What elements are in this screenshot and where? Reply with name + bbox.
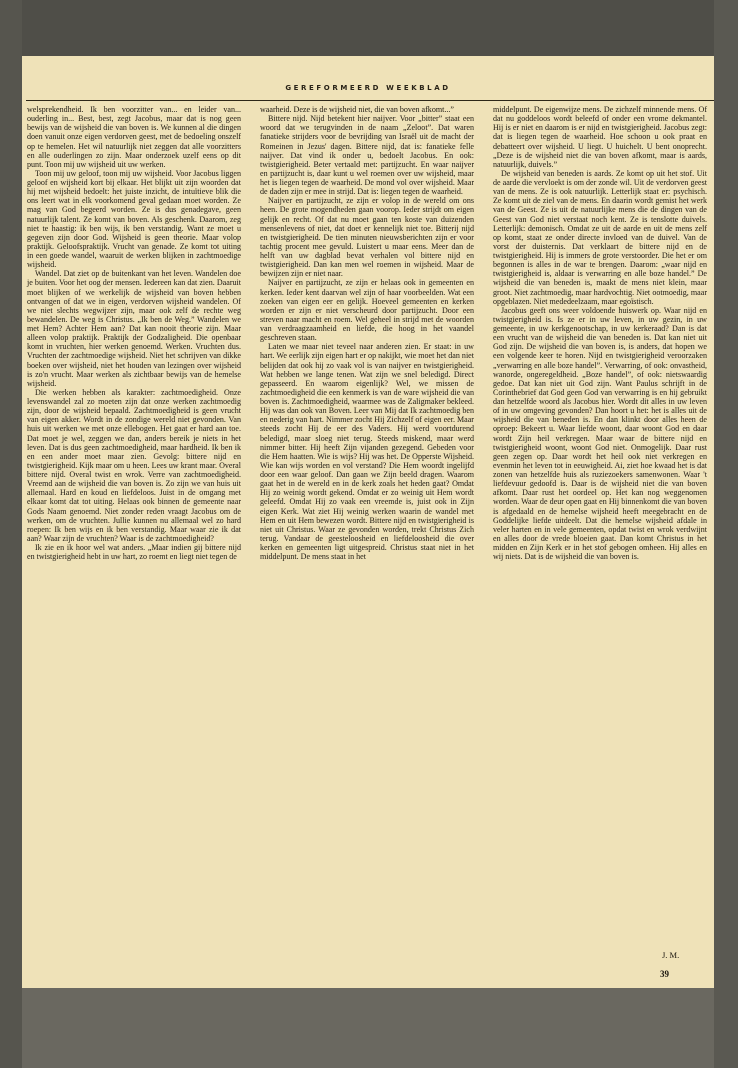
scan-border-left bbox=[0, 0, 22, 1068]
scan-border-right bbox=[714, 0, 738, 1068]
document-page bbox=[22, 56, 714, 988]
paragraph: middelpunt. De eigenwijze mens. De zichzelf minnende mens. Of dat nu goddeloos wordt beleefd of onder een vrome dekmantel. Hij is er niet en daarom is er nijd en twistgierigheid. Jacobus zegt: dat is liegen tegen de waarheid. Hoe schoon u ook praat en debatteert over wijsheid. U liegt. U huichelt. U bent onoprecht. „Deze is de wijsheid niet die van boven afkomt, maar is aards, natuurlijk, duivels.” bbox=[493, 105, 707, 169]
paragraph: welsprekendheid. Ik ben voorzitter van... en leider van... ouderling in... Best, best, zegt Jacobus, maar dat is nog geen bewijs van de wijsheid die van boven is. We kunnen al die dingen doen vanuit onze eigen verdorven geest, met de bedoeling onszelf op te hemelen. Het wil natuurlijk niet zeggen dat alle voorzitters en alle ouderlingen zo zijn. Maar onderzoek uzelf eens op dit punt. Toon mij uw wijsheid uit uw werken. bbox=[27, 105, 241, 169]
paragraph: Naijver en partijzucht, ze zijn er volop in de wereld om ons heen. De grote mogendheden gaan voorop. Ieder strijdt om eigen gelijk en recht. Of dat nu moet gaan ten koste van duizenden mensenlevens of niet, dat doet er kennelijk niet toe. Bitterij nijd en twistgierigheid. De tien minuten nieuwsberichten zijn er voor tachtig procent mee gevuld. Luistert u maar eens. Meer dan de helft van uw dagblad bevat verhalen vol bittere nijd en twistgierigheid. Dan kan men wel roemen in wijsheid. Maar de bewijzen zijn er niet naar. bbox=[260, 196, 474, 279]
scan-border-top bbox=[0, 0, 738, 56]
paragraph: waarheid. Deze is de wijsheid niet, die van boven afkomt...” bbox=[260, 105, 454, 114]
column-2 bbox=[260, 105, 474, 561]
masthead: GEREFORMEERD WEEKBLAD bbox=[285, 84, 451, 92]
paragraph: Ik zie en ik hoor wel wat anders. „Maar indien gij bittere nijd en twistgierigheid hebt in uw hart, zo roemt en liegt niet tegen de bbox=[27, 543, 241, 562]
paragraph: Laten we maar niet teveel naar anderen zien. Er staat: in uw hart. We eerlijk zijn eigen hart er op nakijkt, wie moet het dan niet belijden dat ook hij zo vaak vol is van naijver en twistgierigheid. Wat hebben we lange tenen. Wat zijn we snel beledigd. Direct gepasseerd. En waarom eigenlijk? Wel, we missen de zachtmoedigheid die een kenmerk is van de ware wijsheid die van boven is. Zachtmoedigheid, waarmee was de Zaligmaker bekleed. Hij was dan ook van Boven. Leer van Mij dat Ik zachtmoedig ben en nederig van hart. Nimmer zocht Hij Zichzelf of eigen eer. Maar steeds zocht Hij de eer des Vaders. Hij werd voortdurend beledigd, maar sloeg niet terug. Steeds miskend, maar werd nimmer bitter. Hij heeft Zijn vijanden gezegend. Gebeden voor die Hem haatten. Wie is wijs? Hij was het. De Opperste Wijsheid. Wie kan wijs worden en vol verstand? Die Hem woordt ingelijfd door een waar geloof. Dan gaan we Zijn beeld dragen. Waarom gaat het in de wereld en in de kerk zoals het heden gaat? Omdat Hij zo weinig wordt gekend. Omdat er zo weinig uit Hem wordt geleefd. Omdat Hij zo vaak een vreemde is, juist ook in Zijn eigen Kerk. Wat ziet Hij weinig werken waarin de wandel met Hem en uit Hem bewezen wordt. Bittere nijd en twistgierigheid is niet uit Christus. Waar ze gevonden worden, trekt Christus Zich terug. Vandaar de geesteloosheid en liefdeloosheid die over kerken en gemeenten ligt uitgespreid. Christus staat niet in het middelpunt. De mens staat in het bbox=[260, 342, 474, 562]
paragraph: Naijver en partijzucht, ze zijn er helaas ook in gemeenten en kerken. Ieder kent daarvan wel zijn of haar voorbeelden. Wat een zoeken van eigen eer en gelijk. Hoeveel gemeenten en kerken worden er zijn er niet verscheurd door partijzucht. Door een streven naar macht en roem. Wel geheel in strijd met de woorden van verdraagzaamheid en liefde, die hoog in het vaandel geschreven staan. bbox=[260, 278, 474, 343]
paragraph: Die werken hebben als karakter: zachtmoedigheid. Onze levenswandel zal zo moeten zijn dat onze werken zachtmoedig zijn, door de wijsheid bepaald. Zachtmoedigheid is geen vrucht van eigen akker. Wordt in de zondige wereld niet gevonden. Van huis uit werken we met onze ellebogen. Het gaat er hard aan toe. Dat moet je wel, zeggen we dan, anders bereik je niets in het leven. Dat is dus geen zachtmoedigheid, maar hardheid. Ik ben ik en een ander moet maar zien. Gevolg: bittere nijd en twistgierigheid. Kijk maar om u heen. Lees uw krant maar. Overal bittere nijd. Overal twist en wrok. Verre van zachtmoedigheid. Vreemd aan de wijsheid die van boven is. Zo zijn we van huis uit allemaal. Hard en koud en liefdeloos. Juist in de omgang met elkaar komt dat tot uiting. Helaas ook binnen de gemeente naar Gods Naam genoemd. Niet zonder reden vraagt Jacobus om de werken, om de vruchten. Jullie kunnen nu allemaal wel zo hard roepen: Ik ben wijs en ik ben verstandig. Maar waar zie ik dat aan? Waar zijn de vruchten? Waar is de zachtmoedigheid? bbox=[27, 387, 241, 543]
author-signature: J. M. bbox=[662, 950, 680, 960]
paragraph: De wijsheid van beneden is aards. Ze komt op uit het stof. Uit de aarde die vervloekt is om der zonde wil. Uit de verdorven geest van de mens. Ze is ook natuurlijk. Letterlijk staat er: psychisch. Ze komt uit de ziel van de mens. En daarin wordt gemist het werk van de Geest. Ze is uit de natuurlijke mens die de dingen van de Geest van God niet verstaat noch kent. Ze is tenslotte duivels. Letterlijk: demonisch. Omdat ze uit de aarde en uit de mens zelf op komt, staat ze onder directe invloed van de duivel. Van de vorst der duisternis. Dat verklaart de bittere nijd en de twistgierigheid. Hij is immers de grote verstoorder. Die het er om begonnen is alles in de war te brengen. Daarom: „waar nijd en twistgierigheid is, aldaar is verwarring en alle boze handel.” De wijsheid die van beneden is, maakt de mens niet klein, maar groot. Niet zachtmoedig, maar hardvochtig. Niet ootmoedig, maar opgeblazen. Niet mededeelzaam, maar egoïstisch. bbox=[493, 168, 707, 306]
column-3 bbox=[493, 105, 707, 561]
page-number: 39 bbox=[660, 969, 669, 979]
paragraph: Toon mij uw geloof, toon mij uw wijsheid. Voor Jacobus liggen geloof en wijsheid kort bij elkaar. Het blijkt uit zijn woorden dat hij met wijsheid bedoelt: het juiste inzicht, de intuïtieve blik die ons leert wat in elk voorkomend geval gedaan moet worden. Ze mag van God begeerd worden. Ze is dus genadegave, geen natuurlijk talent. Ze komt van boven. Als geschenk. Daarom, zeg niet te haastig: ik ben wijs, ik ben verstandig. Want ze moet u gegeven zijn door God. Wijsheid is geen theorie. Maar volop praktijk. Geloofspraktijk. Vrucht van genade. Ze komt tot uiting in een goede wandel, waaruit de werken blijken in zachtmoedige wijsheid. bbox=[27, 168, 241, 270]
header-rule bbox=[26, 100, 714, 101]
paragraph: Jacobus geeft ons weer voldoende huiswerk op. Waar nijd en twistgierigheid is. Is ze er in uw leven, in uw gezin, in uw gemeente, in uw kerkgenootschap, in uw kerkeraad? Dan is dat een vrucht van de wijsheid die van beneden is. Dat kan niet uit God zijn. De wijsheid die van boven is, is anders, dat hopen we een volgende keer te horen. Nijd en twistgierigheid veroorzaken „verwarring en alle boze handel”. Verwarring, of ook: onvastheid, wanorde, ongeregeldheid. „Boze handel”, of ook: nietswaardig gedoe. Dat kan niet uit God zijn. Want Paulus schrijft in de Corinthebrief dat God geen God van verwarring is en hij gebruikt dan hetzelfde woord als Jacobus hier. Wordt dit alles in uw leven of in uw omgeving gevonden? Dan hoort u het: het is alles uit de wijsheid die van beneden is. En dan klinkt door alles heen de oproep: Bekeert u. Waar liefde woont, daar woont God en daar wordt Zijn heil verkregen. Maar waar de bittere nijd en twistgierigheid woont, woont God niet. Onmogelijk. Daar rust geen zegen op. Daar wordt het heil ook niet verkregen en evenmin het leven tot in eeuwigheid. Ai, ziet hoe kwaad het is dat zonen van hetzelfde huis als ruziezoekers samenwonen. Waar 't liefdevuur gedoofd is. Daar is de wijsheid niet die van boven afkomt. Daar rust het oordeel op. Het kan nog weggenomen worden. Waar de deur open gaat en Hij binnenkomt die van boven is afgedaald en de hemelse wijsheid heeft meegebracht en de Goddelijke liefde uitdeelt. Dat die hemelse wijsheid afdale in veler harten en in vele gemeenten, opdat twist en wrok verdwijnt en alles door de vrede bloeien gaat. Dan komt Christus in het midden en Zijn Kerk er in het stof gebogen omheen. Hij alles en wij niets. Dat is de wijsheid die van boven is. bbox=[493, 305, 707, 562]
paragraph: Wandel. Dat ziet op de buitenkant van het leven. Wandelen doe je buiten. Voor het oog der mensen. Iedereen kan dat zien. Daaruit moet blijken of we werkelijk de wijsheid van boven hebben ontvangen of dat we in eigen, verdorven wijsheid wandelen. Of we niet slechts wegwijzer zijn, maar ook zelf de rechte weg bewandelen. De weg is Christus. „Ik ben de Weg.” Wandelen we met Hem? Achter Hem aan? Dat kan nooit theorie zijn. Maar alleen volop praktijk. Praktijk der Godzaligheid. Die openbaar komt in vruchten, hier werken genoemd. Werken. Vruchten dus. Vruchten der zachtmoedige wijsheid. Niet het schrijven van dikke boeken over wijsheid, niet het houden van lezingen over wijsheid is zo'n vrucht. Maar werken als zichtbaar bewijs van de hemelse wijsheid. bbox=[27, 269, 241, 388]
column-1 bbox=[27, 105, 241, 561]
scan-border-bottom bbox=[0, 988, 738, 1068]
paragraph: Bittere nijd. Nijd betekent hier naijver. Voor „bitter” staat een woord dat we terugvinden in de naam „Zeloot”. Dat waren fanatieke strijders voor de bevrijding van Israël uit de macht der Romeinen in Jezus' dagen. Bittere nijd, dat is: fanatieke felle naijver. Dat vind ik onder u, bedoelt Jacobus. En ook: twistgierigheid. Beter vertaald met: partijzucht. En waar naijver en partijzucht is, daar kunt u wel roemen over uw wijsheid, maar het is liegen tegen de waarheid. De mond vol over wijsheid. Maar de daden zijn er mee in strijd. Dat is: liegen tegen de waarheid. bbox=[260, 114, 474, 197]
